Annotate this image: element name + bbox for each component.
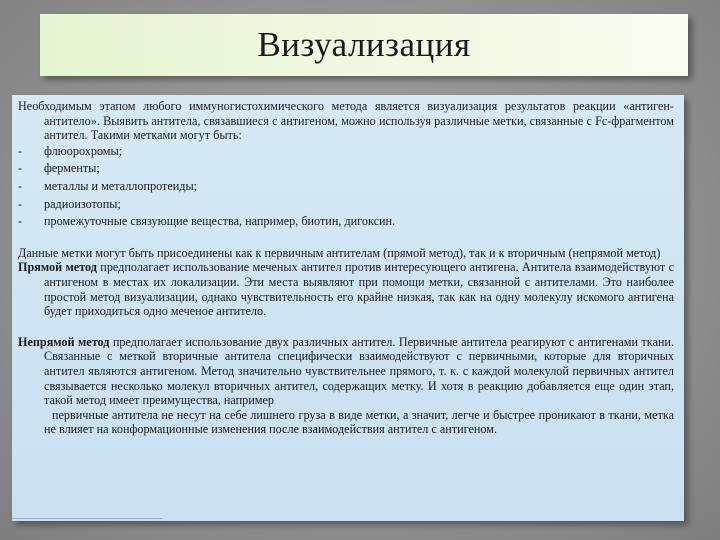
- content-panel: [12, 95, 684, 521]
- slide-title: Визуализация: [257, 25, 471, 64]
- divider: [12, 518, 162, 519]
- list-item: - флюорохромы;: [18, 143, 123, 158]
- direct-method-text: предполагает использование меченых антител против интересующего антигена. Антитела взаимодействуют с антигеном в местах их локализации. Эти места выявляют при помощи метки, связанной с антителами. Это наиболее простой метод визуализации, однако чувствительность его крайне низкая, так как на одну молекулу искомого антигена будет приходиться одно меченое антитело.: [44, 260, 675, 319]
- indirect-method-term: Непрямой метод: [18, 334, 110, 349]
- advantage-paragraph: первичные антитела не несут на себе лишнего груза в виде метки, а значит, легче и быстрее проникают в ткани, метка не влияет на конформационные изменения после взаимодействия антител с антигеном.: [44, 407, 674, 437]
- intro-paragraph: Необходимым этапом любого иммуногистохимического метода является визуализация результатов реакции «антиген-антитело». Выявить антитела, связавшиеся с антигеном, можно используя различные метки, связанные с Fc-фрагментом антител. Такими метками могут быть:: [18, 99, 674, 143]
- list-item: - металлы и металлопротеиды;: [18, 178, 198, 193]
- list-item: - промежуточные связующие вещества, например, биотин, дигоксин.: [18, 214, 396, 229]
- label-list: [18, 144, 674, 229]
- direct-method-term: Прямой метод: [18, 260, 97, 275]
- indirect-method-paragraph: [18, 335, 674, 408]
- title-banner: [40, 14, 688, 76]
- list-item: - ферменты;: [18, 161, 100, 176]
- list-item: - радиоизотопы;: [18, 196, 121, 211]
- spacer: [18, 232, 674, 246]
- spacer: [18, 319, 674, 335]
- direct-method-paragraph: [18, 260, 674, 318]
- indirect-method-text: предполагает использование двух различных антител. Первичные антитела реагируют с антигенами ткани. Связанные с меткой вторичные антитела специфически взаимодействуют с первичными, которые для вторичных антител являются антигеном. Метод значительно чувствительнее прямого, т. к. с каждой молекулой первичных антител связывается несколько молекул вторичных антител, содержащих метку. И хотя в реакцию добавляется еще один этап, такой метод имеет преимущества, например: [44, 334, 674, 408]
- labels-paragraph: Данные метки могут быть присоединены как к первичным антителам (прямой метод), так и к вторичным (непрямой метод): [18, 245, 661, 260]
